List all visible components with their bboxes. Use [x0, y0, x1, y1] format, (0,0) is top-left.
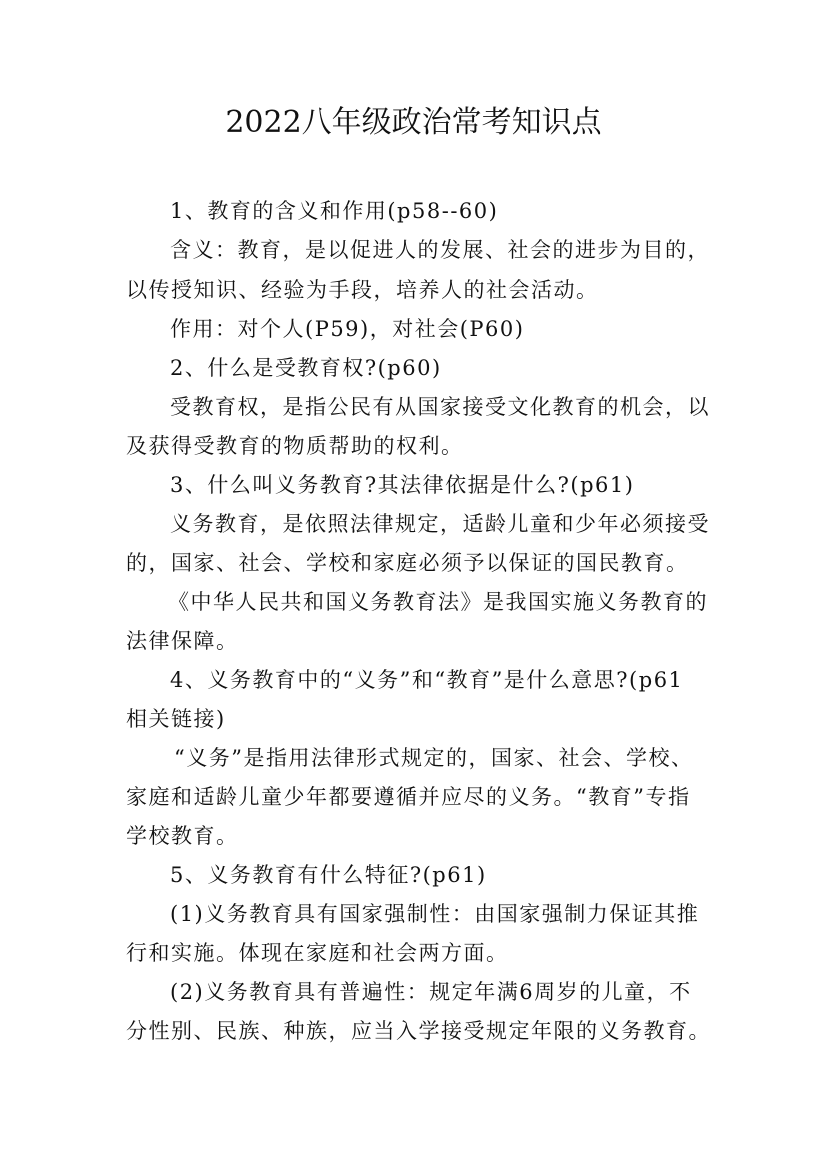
paragraph-line: (2)义务教育具有普遍性：规定年满6周岁的儿童，不	[170, 980, 692, 1004]
paragraph-line: 《中华人民共和国义务教育法》是我国实施义务教育的	[168, 590, 708, 614]
paragraph-line: 含义：教育，是以促进人的发展、社会的进步为目的，	[170, 238, 710, 262]
paragraph-line: 作用：对个人(P59)，对社会(P60)	[170, 317, 525, 341]
heading-2: 2、什么是受教育权?(p60)	[170, 356, 442, 380]
paragraph-line: 分性别、民族、种族，应当入学接受规定年限的义务教育。	[126, 1019, 711, 1043]
paragraph-line: (1)义务教育具有国家强制性：由国家强制力保证其推	[170, 902, 700, 926]
paragraph-line: 行和实施。体现在家庭和社会两方面。	[126, 941, 509, 965]
paragraph-line: 家庭和适龄儿童少年都要遵循并应尽的义务。“教育”专指	[126, 785, 691, 809]
document-title: 2022八年级政治常考知识点	[225, 105, 602, 140]
heading-5: 5、义务教育有什么特征?(p61)	[170, 863, 487, 887]
heading-4: 4、义务教育中的“义务”和“教育”是什么意思?(p61	[170, 668, 684, 692]
paragraph-line: 学校教育。	[126, 824, 239, 848]
heading-3: 3、什么叫义务教育?其法律依据是什么?(p61)	[170, 473, 635, 497]
paragraph-line: 以传授知识、经验为手段，培养人的社会活动。	[126, 278, 599, 302]
paragraph-line: 的，国家、社会、学校和家庭必须予以保证的国民教育。	[126, 551, 689, 575]
paragraph-line: 法律保障。	[126, 629, 239, 653]
heading-4-continued: 相关链接)	[126, 707, 226, 731]
paragraph-line: 及获得受教育的物质帮助的权利。	[126, 434, 464, 458]
paragraph-line: 受教育权，是指公民有从国家接受文化教育的机会，以	[170, 395, 710, 419]
paragraph-line: “义务”是指用法律形式规定的，国家、社会、学校、	[174, 746, 694, 770]
heading-1: 1、教育的含义和作用(p58--60)	[170, 199, 499, 223]
paragraph-line: 义务教育，是依照法律规定，适龄儿童和少年必须接受	[170, 512, 710, 536]
